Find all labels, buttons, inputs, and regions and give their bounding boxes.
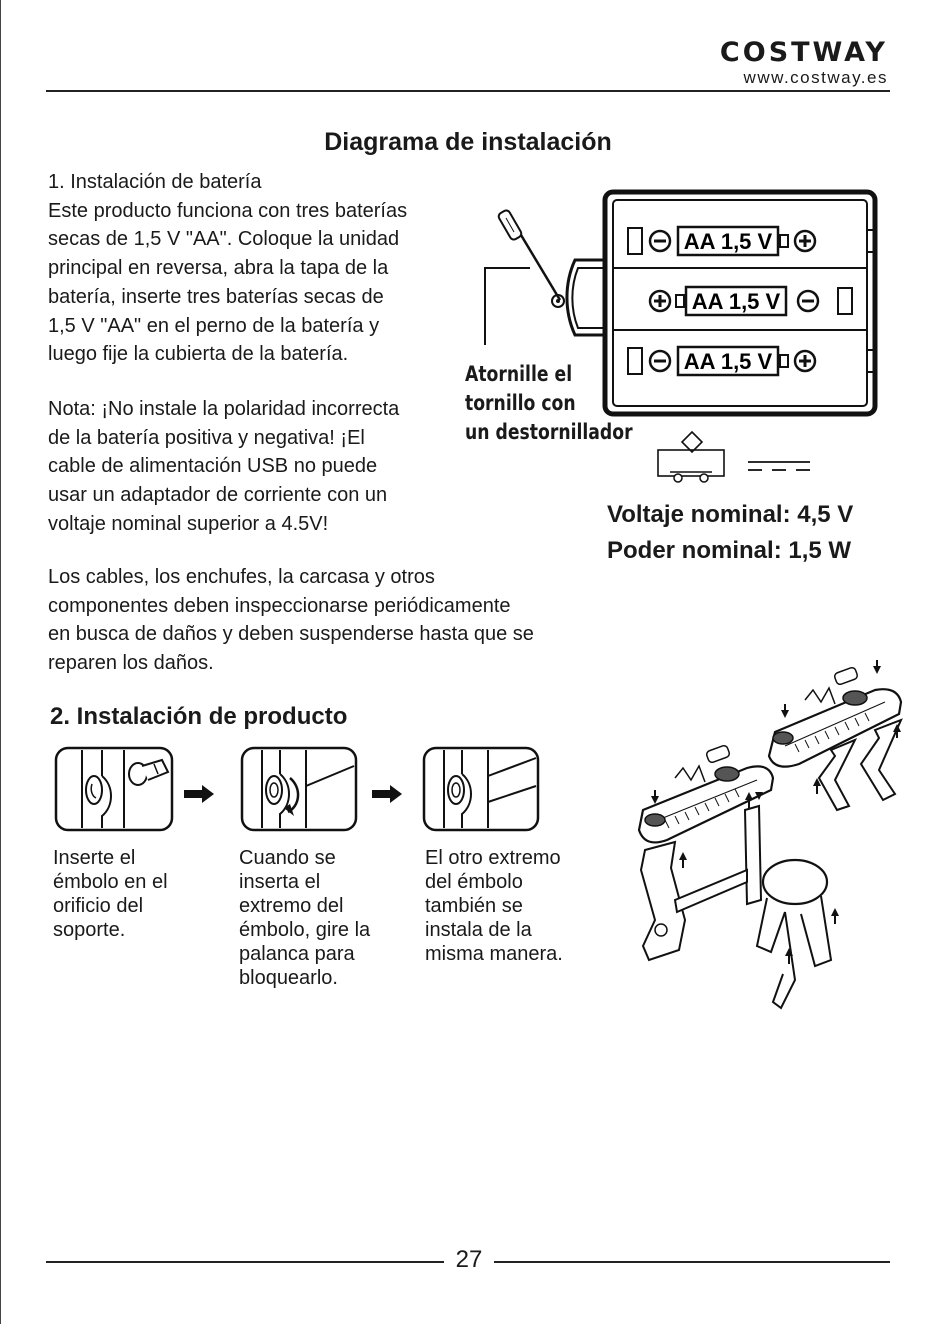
inspection-line: en busca de daños y deben suspenderse hasta que se	[48, 623, 534, 646]
page-number: 27	[455, 1246, 483, 1273]
screw-caption-line: tornillo con	[465, 391, 576, 415]
caption-line: del émbolo	[425, 871, 523, 893]
brand-url: www.costway.es	[743, 68, 888, 87]
battery-heading: 1. Instalación de batería	[48, 171, 262, 193]
class-iii-symbol-icon	[658, 432, 724, 482]
caption-line: inserta el	[239, 871, 321, 893]
caption-line: émbolo, gire la	[239, 919, 371, 941]
battery-label: AA 1,5 V	[683, 349, 773, 374]
caption-line: extremo del	[239, 895, 344, 917]
battery-label: AA 1,5 V	[683, 229, 773, 254]
dc-symbol-icon	[748, 462, 810, 470]
caption-line: Inserte el	[53, 847, 136, 869]
battery-paragraph-line: batería, inserte tres baterías secas de	[48, 285, 384, 308]
caption-line: también se	[425, 895, 523, 917]
battery-paragraph-line: principal en reversa, abra la tapa de la	[48, 257, 389, 280]
battery-paragraph-line: luego fije la cubierta de la batería.	[48, 343, 349, 366]
caption-line: orificio del	[53, 895, 144, 917]
caption-line: El otro extremo	[425, 847, 561, 869]
step-arrow-icon	[180, 784, 216, 804]
step-1-illustration	[54, 746, 176, 834]
specs	[607, 497, 853, 569]
battery-paragraph-line: secas de 1,5 V "AA". Coloque la unidad	[48, 228, 400, 251]
caption-line: palanca para	[239, 943, 355, 965]
keyboard-assembly-illustration	[635, 660, 925, 1020]
step-3-caption	[425, 846, 563, 966]
screw-caption	[465, 360, 633, 447]
screwdriver-icon	[497, 209, 560, 300]
page-title: Diagrama de instalación	[324, 128, 612, 156]
step-2-caption	[239, 846, 370, 990]
caption-line: instala de la	[425, 919, 532, 941]
caption-line: bloquearlo.	[239, 967, 338, 989]
inspection-line: Los cables, los enchufes, la carcasa y otros	[48, 566, 435, 588]
product-installation-heading: 2. Instalación de producto	[50, 703, 348, 730]
step-arrow-icon	[368, 784, 404, 804]
rated-power: Poder nominal: 1,5 W	[607, 537, 852, 564]
rated-voltage: Voltaje nominal: 4,5 V	[607, 501, 854, 528]
caption-line: émbolo en el	[53, 871, 168, 893]
inspection-text	[48, 563, 534, 678]
caption-line: soporte.	[53, 919, 126, 941]
inspection-line: reparen los daños.	[48, 652, 214, 675]
battery-section-text	[48, 168, 407, 369]
caption-line: Cuando se	[239, 847, 336, 869]
step-3-illustration	[422, 746, 540, 834]
battery-label: AA 1,5 V	[691, 289, 781, 314]
note-line: de la batería positiva y negativa! ¡El	[48, 426, 365, 449]
step-2-illustration	[240, 746, 358, 834]
battery-paragraph-line: 1,5 V "AA" en el perno de la batería y	[48, 314, 380, 337]
note-line: cable de alimentación USB no puede	[48, 455, 378, 478]
screw-caption-line: un destornillador	[465, 420, 633, 444]
keyboard-unassembled	[769, 660, 901, 810]
battery-paragraph-line: Este producto funciona con tres baterías	[48, 199, 408, 222]
screw-caption-line: Atornille el	[465, 362, 573, 386]
brand-name: COSTWAY	[719, 37, 888, 68]
step-1-caption	[53, 846, 168, 942]
caption-line: misma manera.	[425, 943, 563, 965]
inspection-line: componentes deben inspeccionarse periódicamente	[48, 594, 511, 617]
note-line: Nota: ¡No instale la polaridad incorrecta	[48, 398, 400, 420]
brand-logo	[720, 38, 888, 88]
note-text	[48, 395, 399, 539]
note-line: voltaje nominal superior a 4.5V!	[48, 512, 329, 535]
footer-rule-left	[46, 1261, 444, 1263]
header-divider	[46, 90, 890, 92]
footer-rule-right	[494, 1261, 890, 1263]
keyboard-assembled	[639, 745, 839, 1008]
note-line: usar un adaptador de corriente con un	[48, 484, 388, 507]
electrical-symbols	[650, 428, 820, 486]
page-edge	[0, 0, 1, 1324]
